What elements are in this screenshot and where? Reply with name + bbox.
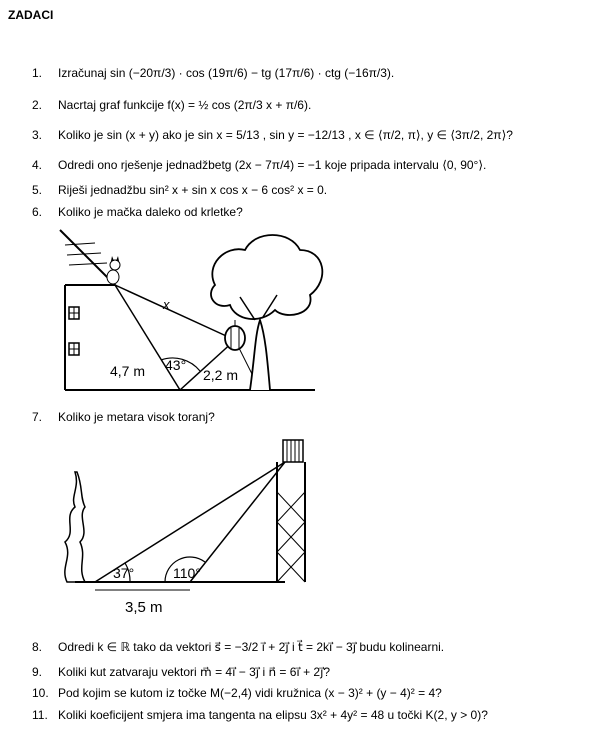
figure-tower xyxy=(55,432,325,627)
task-number: 6. xyxy=(32,205,43,219)
task-text: Odredi ono rješenje jednadžbetg (2x − 7π/4) = −1 koje pripada intervalu ⟨0, 90°⟩. xyxy=(58,158,487,172)
task-number: 8. xyxy=(32,640,43,654)
label-base-length: 3,5 m xyxy=(125,599,163,616)
task-number: 7. xyxy=(32,410,43,424)
task-9 xyxy=(32,665,330,679)
label-angle-1: 37° xyxy=(113,565,135,581)
task-number: 3. xyxy=(32,128,43,142)
task-1 xyxy=(32,66,394,80)
window-icon xyxy=(69,343,79,355)
task-text: Koliki kut zatvaraju vektori m⃗ = 4i⃗ − 3j⃗ i n⃗ = 6i⃗ + 2j⃗? xyxy=(58,665,331,679)
task-6 xyxy=(32,205,243,219)
task-text: Odredi k ∈ ℝ tako da vektori s⃗ = −3/2 i⃗ + 2j⃗ i t⃗ = 2ki⃗ − 3j⃗ budu kolinearni. xyxy=(58,640,445,654)
task-5 xyxy=(32,183,327,197)
task-number: 5. xyxy=(32,183,43,197)
task-text: Koliko je sin (x + y) ako je sin x = 5/13 , sin y = −12/13 , x ∈ ⟨π/2, π⟩, y ∈ ⟨3π/2, 2π⟩? xyxy=(58,128,513,142)
label-right-length: 2,2 m xyxy=(203,367,239,383)
task-text: Izračunaj sin (−20π/3) · cos (19π/6) − tg (17π/6) · ctg (−16π/3). xyxy=(58,66,395,80)
task-number: 4. xyxy=(32,158,43,172)
task-10 xyxy=(32,686,442,700)
tower-icon xyxy=(277,440,305,582)
label-x: x xyxy=(163,297,170,312)
task-4 xyxy=(32,158,486,172)
task-11 xyxy=(32,708,488,722)
label-angle: 43° xyxy=(165,357,187,373)
label-angle-2: 110° xyxy=(173,565,201,581)
task-number: 10. xyxy=(32,686,49,700)
sight-line-1 xyxy=(95,462,285,582)
task-number: 2. xyxy=(32,98,43,112)
task-number: 11. xyxy=(32,708,48,722)
task-text: Koliki koeficijent smjera ima tangenta na elipsu 3x² + 4y² = 48 u točki K(2, y > 0)? xyxy=(58,708,488,722)
task-number: 9. xyxy=(32,665,43,679)
task-3 xyxy=(32,128,513,142)
task-7 xyxy=(32,410,215,424)
cat-icon xyxy=(107,256,120,284)
cage-icon xyxy=(225,320,245,350)
window-icon xyxy=(69,307,79,319)
task-2 xyxy=(32,98,311,112)
tree-icon xyxy=(65,472,85,582)
label-left-length: 4,7 m xyxy=(110,363,146,379)
task-8 xyxy=(32,640,444,654)
sight-line-2 xyxy=(190,462,285,582)
task-number: 1. xyxy=(32,66,43,80)
task-text: Koliko je mačka daleko od krletke? xyxy=(58,205,243,219)
task-text: Nacrtaj graf funkcije f(x) = ½ cos (2π/3 x + π/6). xyxy=(58,98,312,112)
page-title: ZADACI xyxy=(8,8,54,22)
task-text: Koliko je metara visok toranj? xyxy=(58,410,215,424)
task-text: Riješi jednadžbu sin² x + sin x cos x − 6 cos² x = 0. xyxy=(58,183,328,197)
figure-cat-cage xyxy=(55,225,335,400)
task-text: Pod kojim se kutom iz točke M(−2,4) vidi kružnica (x − 3)² + (y − 4)² = 4? xyxy=(58,686,442,700)
